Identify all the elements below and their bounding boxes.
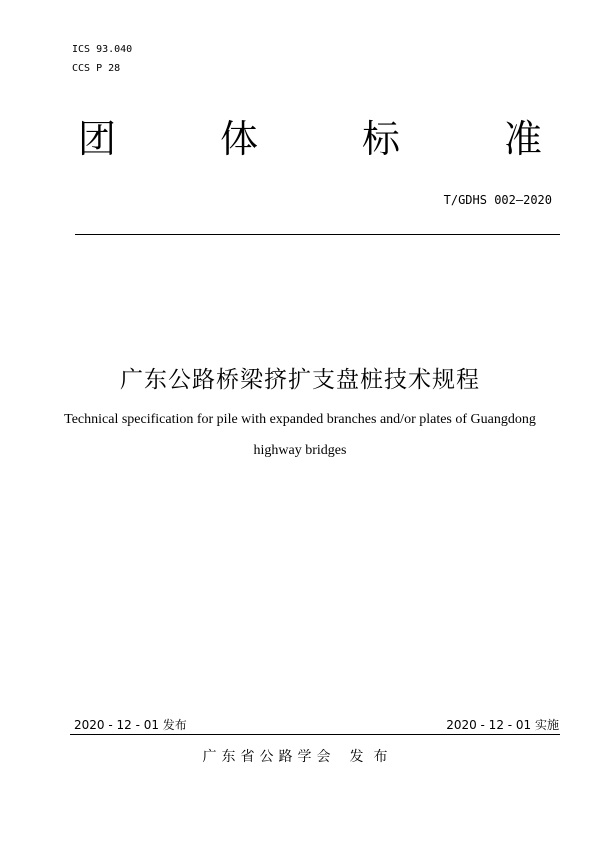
- document-type-char-4: 准: [503, 117, 542, 161]
- publisher-action: 发布: [349, 749, 398, 765]
- document-type-char-2: 体: [219, 117, 258, 161]
- header-divider: [75, 234, 560, 235]
- implementation-date: 2020 - 12 - 01 实施: [446, 718, 559, 732]
- standard-number: T/GDHS 002—2020: [443, 193, 552, 207]
- publisher-line: [0, 747, 600, 767]
- footer-divider: [70, 734, 560, 735]
- document-type-title: [78, 114, 542, 164]
- chinese-title: 广东公路桥梁挤扩支盘桩技术规程: [120, 367, 480, 393]
- ics-code: ICS 93.040: [72, 44, 133, 55]
- english-title-line-2: highway bridges: [253, 443, 347, 458]
- issue-date: 2020 - 12 - 01 发布: [74, 718, 187, 732]
- document-type-char-3: 标: [361, 117, 400, 161]
- document-type-char-1: 团: [78, 117, 117, 161]
- publisher-organization: 广东省公路学会: [202, 749, 336, 765]
- english-title-line-1: Technical specification for pile with expanded branches and/or plates of Guangdong: [64, 412, 536, 427]
- ccs-code: CCS P 28: [72, 63, 121, 74]
